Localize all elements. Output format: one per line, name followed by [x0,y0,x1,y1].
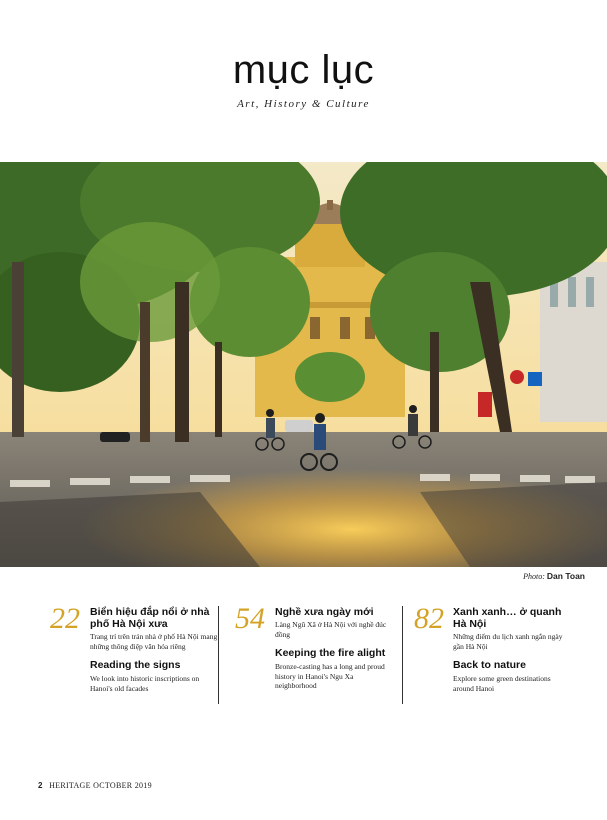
toc-vn-title: Nghề xưa ngày mới [275,606,374,618]
toc-vn-desc: Những điểm du lịch xanh ngắn ngày gần Hà Nội [453,632,563,651]
toc-page-number: 82 [414,602,444,635]
photo-credit-label: Photo: [523,572,545,581]
toc-en-desc: Bronze-casting has a long and proud history in Hanoi's Ngu Xa neighborhood [275,662,385,690]
column-divider [218,606,219,704]
toc-en-desc: Explore some green destinations around Hanoi [453,674,551,693]
page-footer [38,781,152,790]
toc-page-number: 22 [50,602,80,635]
column-divider [402,606,403,704]
cover-photo [0,162,607,567]
photo-credit [523,571,585,581]
toc-vn-title: Xanh xanh… ở quanh Hà Nội [453,606,562,630]
toc-en-title: Back to nature [453,659,526,671]
page-subtitle: Art, History & Culture [237,98,370,110]
toc-en-desc: We look into historic inscriptions on Hanoi's old facades [90,674,200,693]
table-of-contents [0,602,607,706]
toc-vn-title: Biển hiệu đắp nổi ở nhà phố Hà Nội xưa [90,606,210,630]
toc-vn-desc: Làng Ngũ Xã ở Hà Nội với nghề đúc đồng [275,620,387,639]
toc-page-number: 54 [235,602,265,635]
toc-vn-desc: Trang trí trên trán nhà ở phố Hà Nội mang những thông điệp văn hóa riêng [90,632,218,651]
toc-en-title: Reading the signs [90,659,181,671]
footer-issue: HERITAGE OCTOBER 2019 [49,781,152,790]
toc-en-title: Keeping the fire alight [275,647,386,659]
photo-credit-name: Dan Toan [546,571,585,581]
page-header [0,48,607,110]
page-title: mục lục [232,48,375,92]
footer-page-number: 2 [38,781,43,790]
